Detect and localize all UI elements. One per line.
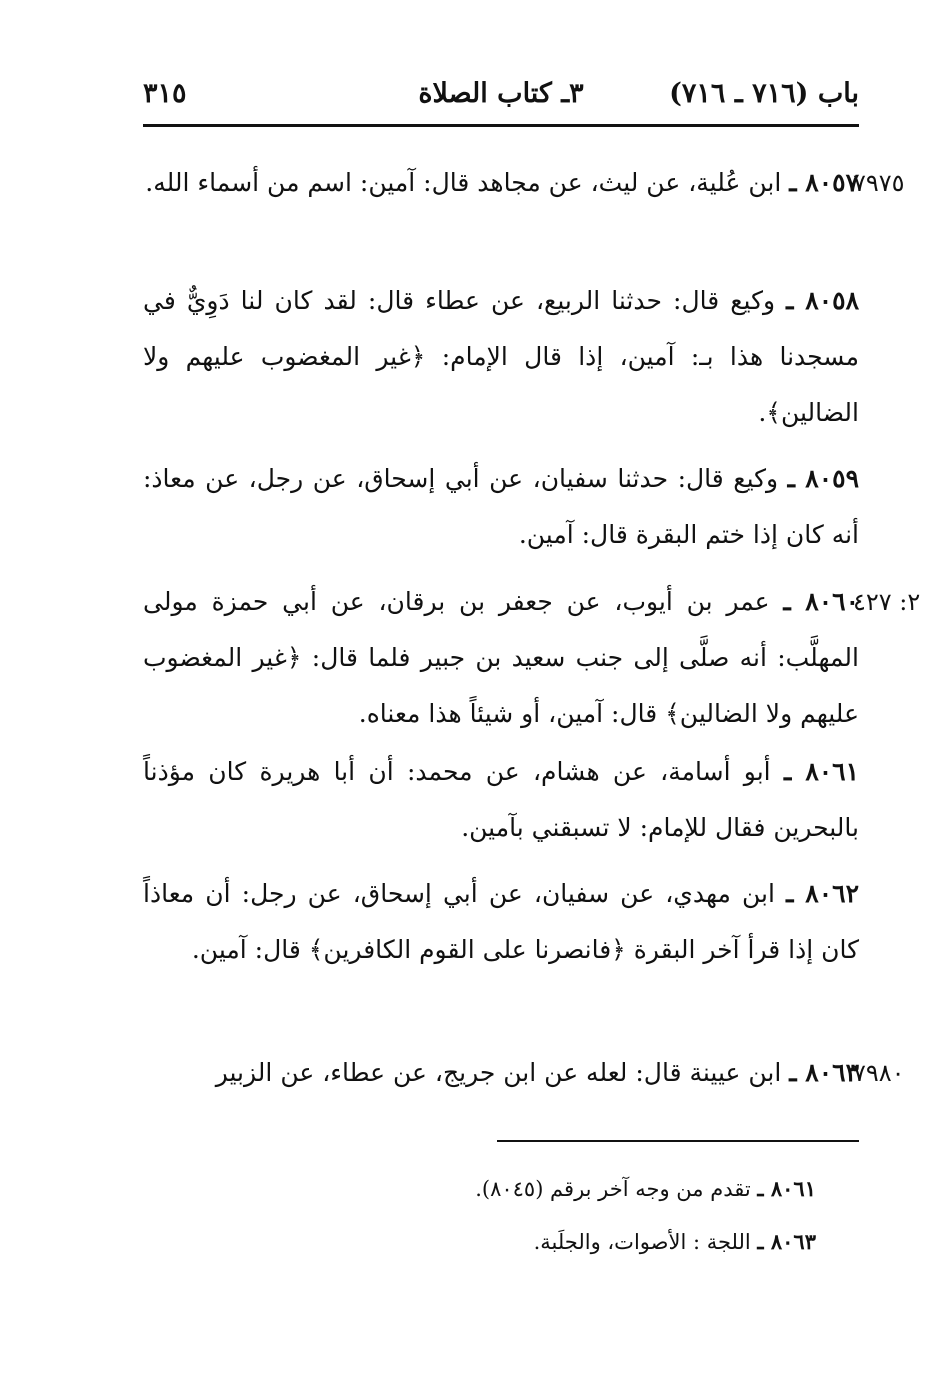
hadith-entry	[143, 155, 859, 211]
header-divider	[143, 124, 859, 127]
margin-reference: ٢: ٤٢٧	[853, 588, 921, 616]
margin-reference: ٧٩٧٥	[853, 169, 905, 197]
hadith-number: ٨٠٦٣ ـ	[789, 1058, 859, 1087]
page-header	[143, 78, 859, 122]
hadith-number: ٨٠٦٠ ـ	[783, 587, 860, 616]
hadith-text: وكيع قال: حدثنا الربيع، عن عطاء قال: لقد كان لنا دَوِيٌّ في مسجدنا هذا بـ: آمين، إذا قال الإمام: ﴿غير المغضوب عليهم ولا الضالين﴾.	[143, 286, 859, 427]
hadith-number: ٨٠٥٨ ـ	[786, 286, 860, 315]
footnote-text: تقدم من وجه آخر برقم (٨٠٤٥).	[475, 1177, 751, 1201]
hadith-number: ٨٠٥٩ ـ	[787, 464, 859, 493]
hadith-entry	[143, 866, 859, 978]
hadith-entry	[143, 744, 859, 856]
footnote	[300, 1174, 816, 1204]
hadith-entry	[143, 1045, 859, 1101]
hadith-number: ٨٠٦١ ـ	[783, 757, 860, 786]
hadith-text: وكيع قال: حدثنا سفيان، عن أبي إسحاق، عن رجل، عن معاذ: أنه كان إذا ختم البقرة قال: آمين.	[143, 464, 859, 549]
margin-reference: ٧٩٨٠	[853, 1059, 905, 1087]
hadith-number: ٨٠٥٧ ـ	[789, 168, 859, 197]
footnote-number: ٨٠٦٣ ـ	[757, 1229, 816, 1254]
footnote-number: ٨٠٦١ ـ	[757, 1176, 816, 1201]
chapter-heading: باب (٧١٦ ـ ٧١٦)	[669, 78, 859, 109]
hadith-entry	[143, 574, 859, 742]
hadith-entry	[143, 273, 859, 441]
hadith-text: أبو أسامة، عن هشام، عن محمد: أن أبا هريرة كان مؤذناً بالبحرين فقال للإمام: لا تسبقني بآمين.	[143, 757, 859, 842]
page-number: ٣١٥	[143, 78, 187, 109]
book-title: ٣ـ كتاب الصلاة	[418, 78, 584, 109]
hadith-text: عمر بن أيوب، عن جعفر بن برقان، عن أبي حمزة مولى المهلَّب: أنه صلَّى إلى جنب سعيد بن جبير فلما قال: ﴿غير المغضوب عليهم ولا الضالين﴾ قال: آمين، أو شيئاً هذا معناه.	[143, 587, 859, 728]
hadith-text: ابن مهدي، عن سفيان، عن أبي إسحاق، عن رجل: أن معاذاً كان إذا قرأ آخر البقرة ﴿فانصرنا على القوم الكافرين﴾ قال: آمين.	[143, 879, 859, 964]
hadith-text: ابن عيينة قال: لعله عن ابن جريج، عن عطاء، عن الزبير	[215, 1058, 782, 1087]
footnote-text: اللجة : الأصوات، والجلَبة.	[533, 1230, 751, 1254]
footnote	[300, 1227, 816, 1257]
footnote-divider	[497, 1140, 859, 1142]
hadith-number: ٨٠٦٢ ـ	[786, 879, 860, 908]
hadith-text: ابن عُلية، عن ليث، عن مجاهد قال: آمين: اسم من أسماء الله.	[145, 168, 782, 197]
hadith-entry	[143, 451, 859, 563]
